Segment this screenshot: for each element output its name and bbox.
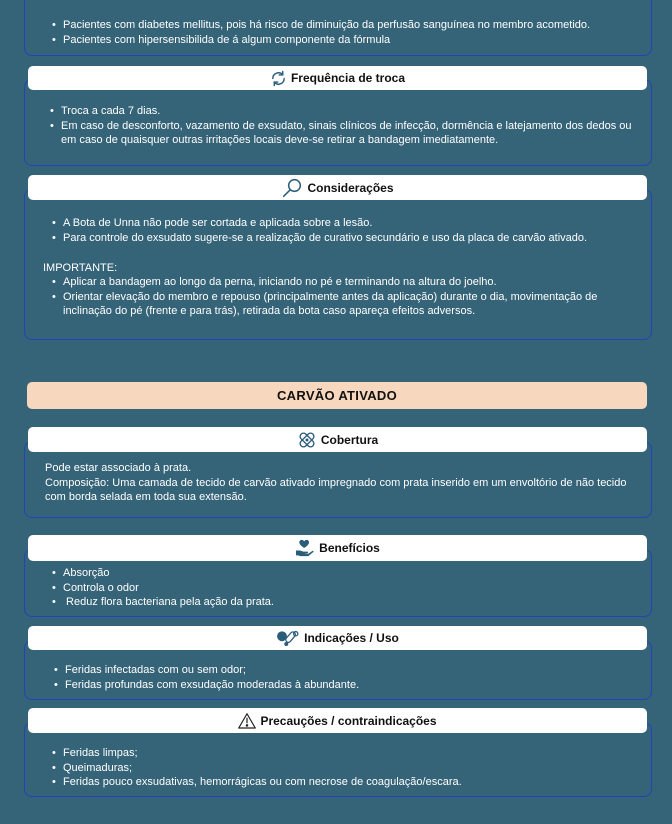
cobertura-text xyxy=(45,461,642,505)
list-item: • Queimaduras; xyxy=(52,761,642,776)
precaucoes-title: Precauções / contraindicações xyxy=(260,713,437,728)
list-item: • A Bota de Unna não pode ser cortada e aplicada sobre a lesão. xyxy=(52,216,642,231)
warning-icon xyxy=(238,712,256,729)
indicacoes-header xyxy=(28,626,647,650)
beneficios-header xyxy=(28,535,647,561)
heart-hand-icon xyxy=(295,539,315,557)
list-item: • Troca a cada 7 dias. xyxy=(50,104,640,119)
indicacoes-list xyxy=(54,663,644,692)
list-item: • Pacientes com diabetes mellitus, pois há risco de diminuição da perfusão sanguínea no membro acometido. xyxy=(52,18,642,33)
frequencia-list xyxy=(50,104,640,148)
list-item: • Reduz flora bacteriana pela ação da prata. xyxy=(52,595,642,610)
beneficios-title: Benefícios xyxy=(319,541,380,555)
frequencia-title: Frequência de troca xyxy=(290,71,406,85)
refresh-icon xyxy=(270,70,287,87)
magnifier-icon xyxy=(281,178,303,198)
consideracoes-header xyxy=(28,175,647,200)
bandage-icon xyxy=(297,430,317,450)
consideracoes-list xyxy=(52,216,642,245)
list-item: • Pacientes com hipersensibilida de á algum componente da fórmula xyxy=(52,33,642,48)
list-item: • Para controle do exsudato sugere-se a realização de curativo secundário e uso da placa de carvão ativado. xyxy=(52,231,642,246)
important-list xyxy=(52,275,642,319)
list-item: • Feridas profundas com exsudação moderadas à abundante. xyxy=(54,678,644,693)
list-item: • Absorção xyxy=(52,566,642,581)
list-item: • Orientar elevação do membro e repouso (principalmente antes da aplicação) durante o dia, movimentação de inclinação do pé (frente e para trás), retirada da bota caso apareça efeitos adversos. xyxy=(52,290,642,319)
cobertura-line: Pode estar associado à prata. xyxy=(45,462,192,474)
list-item: • Aplicar a bandagem ao longo da perna, iniciando no pé e terminando na altura do joelho. xyxy=(52,275,642,290)
consideracoes-title: Considerações xyxy=(307,180,394,195)
cobertura-header xyxy=(28,427,647,452)
indicacoes-title: Indicações / Uso xyxy=(304,631,399,645)
list-item: • Feridas pouco exsudativas, hemorrágicas ou com necrose de coagulação/escara. xyxy=(52,775,642,790)
list-item: • Feridas limpas; xyxy=(52,746,642,761)
important-label: IMPORTANTE: xyxy=(43,262,118,274)
frequencia-header xyxy=(28,66,647,90)
cobertura-title: Cobertura xyxy=(320,432,379,447)
section-title-banner: CARVÃO ATIVADO xyxy=(27,382,647,409)
beneficios-list xyxy=(52,566,642,610)
list-item: • Em caso de desconforto, vazamento de exsudato, sinais clínicos de infecção, dormência e latejamento dos dedos ou em caso de quaisquer outras irritações locais deve-se retirar a bandagem imediatamente. xyxy=(50,119,640,148)
list-item: • Controla o odor xyxy=(52,581,642,596)
list-item: • Feridas infectadas com ou sem odor; xyxy=(54,663,644,678)
pills-icon xyxy=(276,629,300,647)
contraindications-list-top xyxy=(52,18,642,47)
precaucoes-header xyxy=(28,708,647,733)
cobertura-line: Composição: Uma camada de tecido de carvão ativado impregnado com prata inserido em um envoltório de não tecido com borda selada em toda sua extensão. xyxy=(45,476,627,503)
precaucoes-list xyxy=(52,746,642,790)
